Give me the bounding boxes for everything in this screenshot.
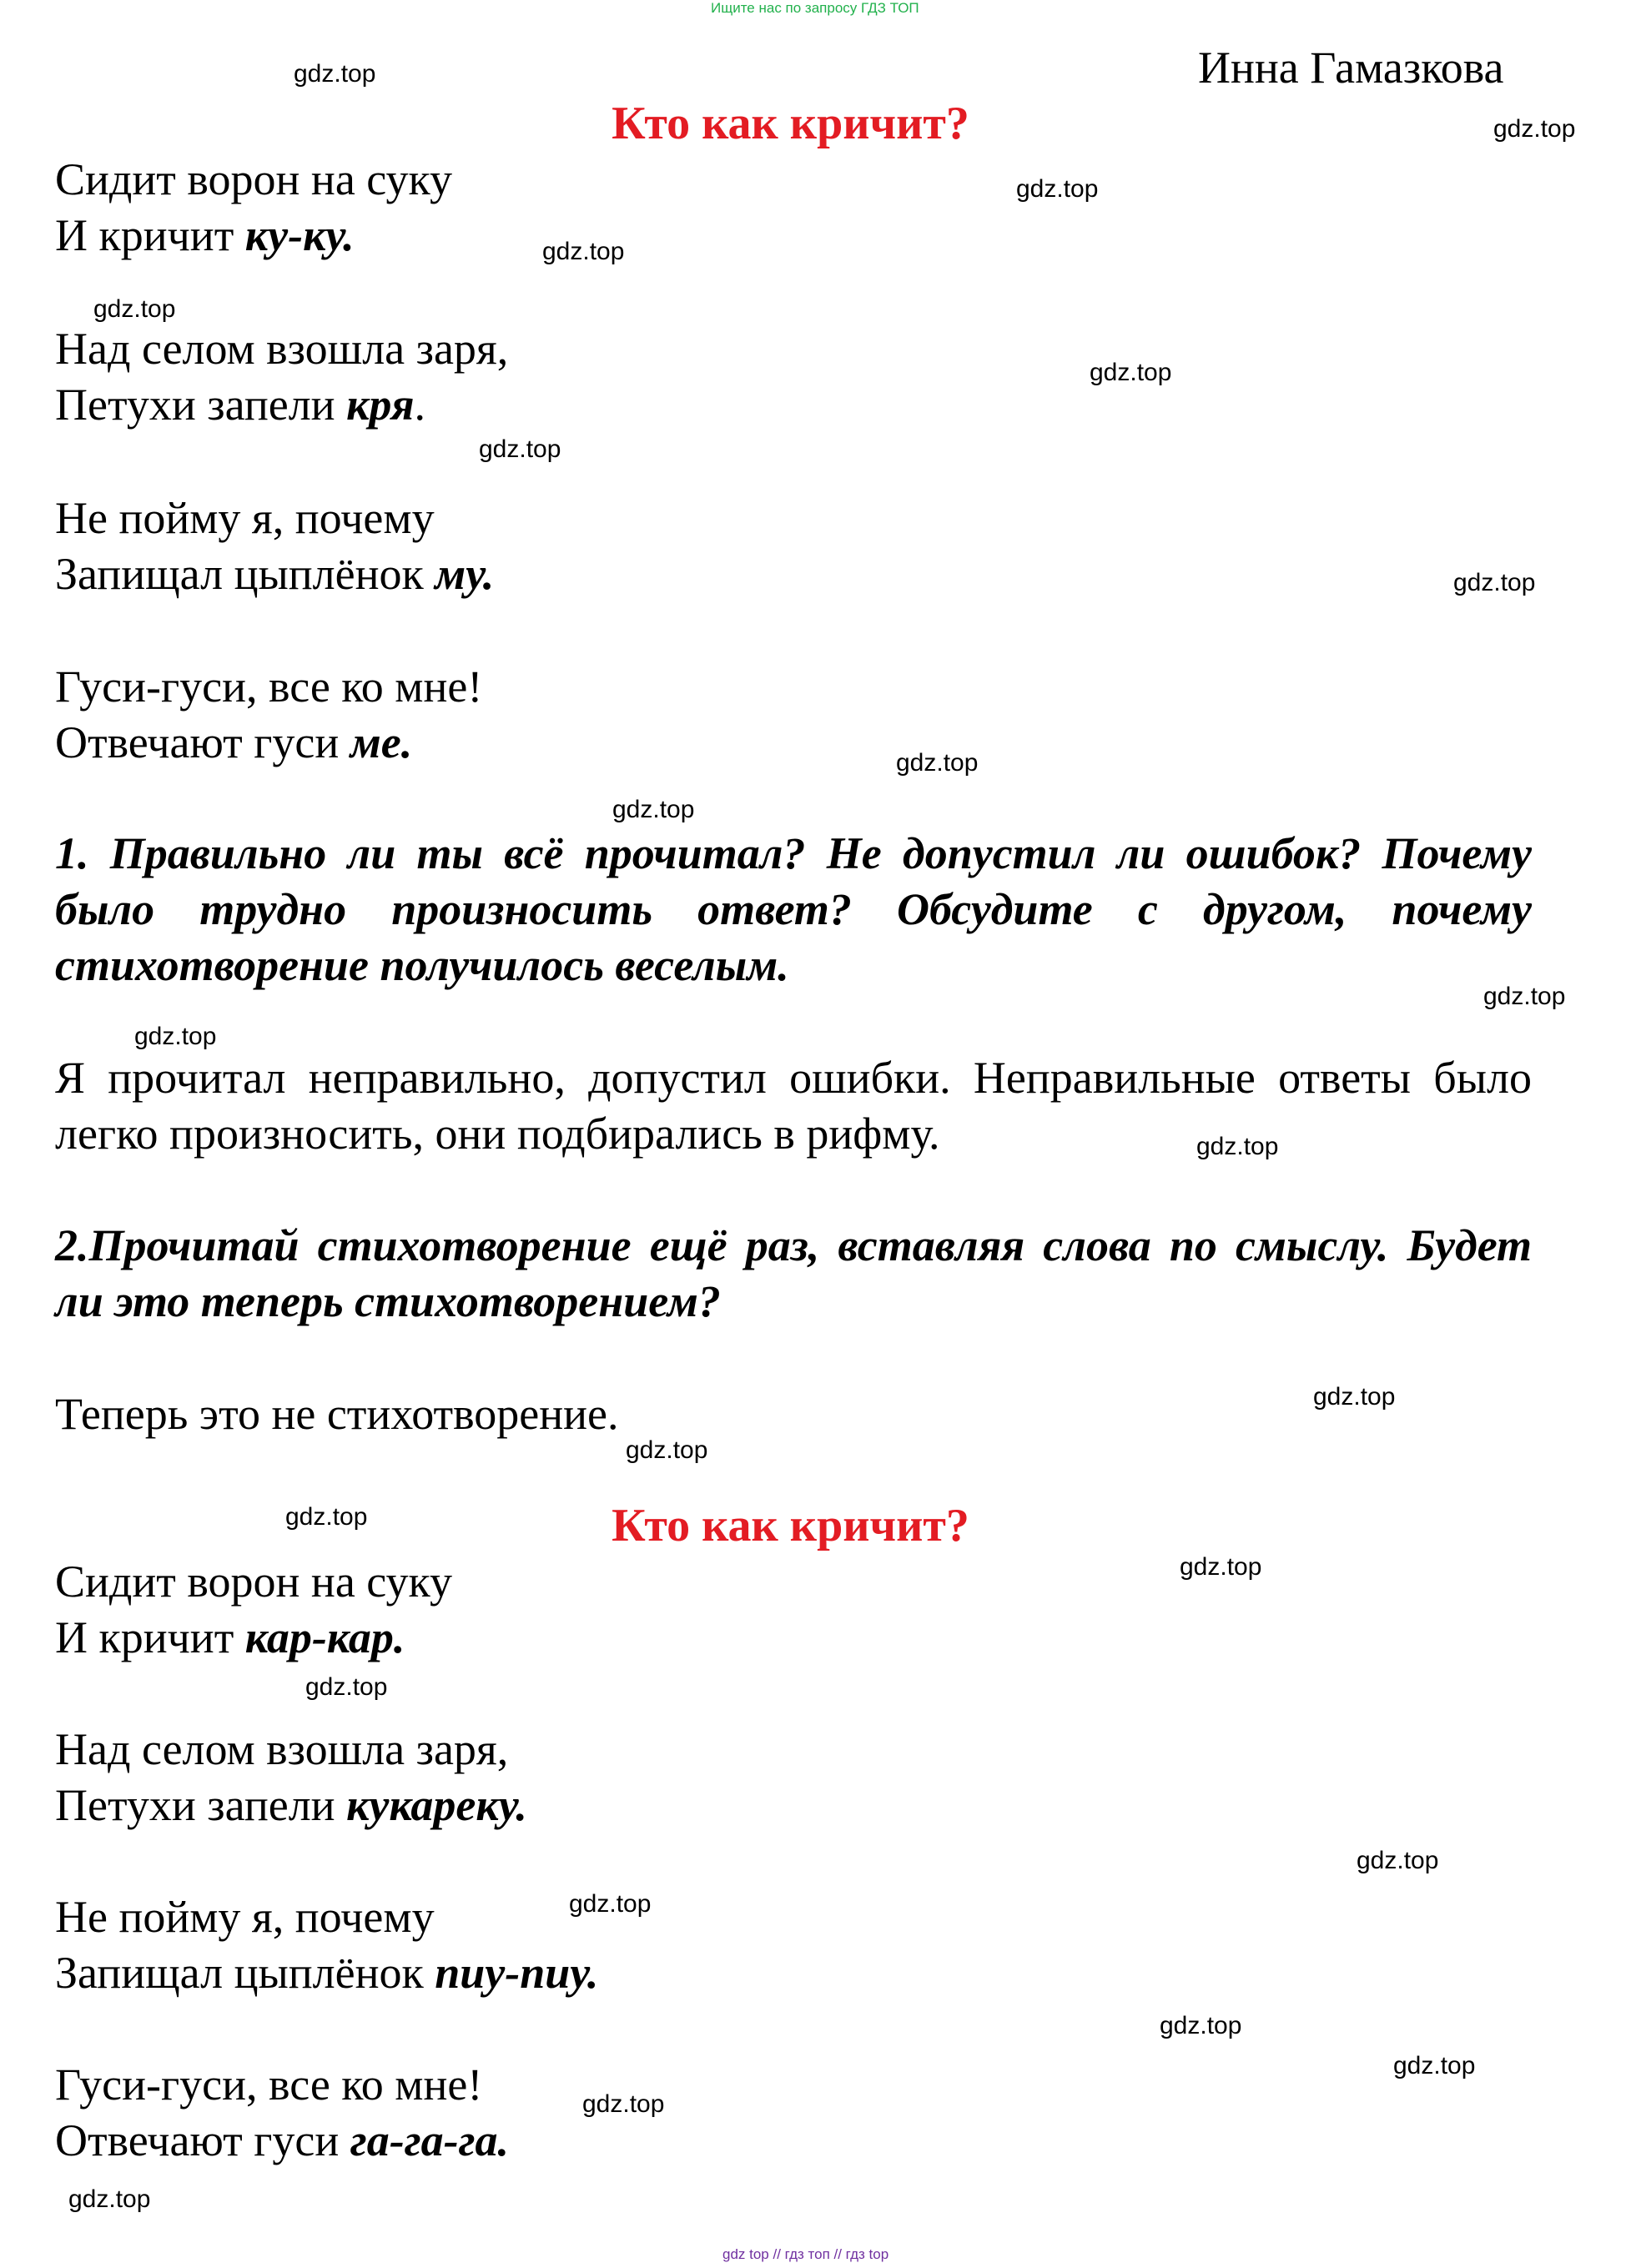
watermark: gdz.top	[93, 295, 176, 323]
watermark: gdz.top	[68, 2185, 151, 2213]
question-2: 2.Прочитай стихотворение ещё раз, вставляя слова по смыслу. Будет ли это теперь стихотворением?	[55, 1220, 1532, 1326]
poem1-s4-line1: Гуси-гуси, все ко мне!	[55, 661, 483, 712]
answer-2: Теперь это не стихотворение.	[55, 1389, 619, 1439]
watermark: gdz.top	[1090, 359, 1172, 386]
poem2-s4-sound: га-га-га	[350, 2115, 498, 2165]
answer-1: Я прочитал неправильно, допустил ошибки. Неправильные ответы было легко произносить, они подбирались в рифму.	[55, 1053, 1532, 1159]
watermark: gdz.top	[285, 1503, 368, 1531]
watermark: gdz.top	[479, 435, 561, 463]
footer-note: gdz top // гдз топ // гдз top	[722, 2246, 889, 2262]
poem2-title: Кто как кричит?	[612, 1500, 969, 1551]
poem2-s2-line2: Петухи запели кукареку.	[55, 1780, 527, 1830]
poem1-s3-line1: Не пойму я, почему	[55, 493, 435, 543]
poem2-s1-line1: Сидит ворон на суку	[55, 1556, 453, 1607]
poem1-s2-line2: Петухи запели кря.	[55, 380, 426, 430]
poem1-s1-sound: ку-ку	[244, 210, 344, 260]
watermark: gdz.top	[582, 2090, 665, 2118]
poem2-s1-sound: кар-кар	[244, 1612, 394, 1662]
poem2-s2-line1: Над селом взошла заря,	[55, 1724, 509, 1774]
poem2-s3-line1: Не пойму я, почему	[55, 1892, 435, 1942]
poem1-s3-sound: му	[435, 549, 483, 599]
watermark: gdz.top	[1016, 175, 1099, 203]
watermark: gdz.top	[305, 1673, 388, 1701]
poem2-s4-line2: Отвечают гуси га-га-га.	[55, 2115, 510, 2165]
watermark: gdz.top	[294, 60, 376, 88]
watermark: gdz.top	[896, 749, 979, 777]
watermark: gdz.top	[134, 1023, 217, 1050]
watermark: gdz.top	[1357, 1847, 1439, 1874]
watermark: gdz.top	[569, 1890, 652, 1918]
watermark: gdz.top	[612, 796, 695, 823]
watermark: gdz.top	[1160, 2012, 1242, 2039]
author-name: Инна Гамазкова	[1198, 43, 1504, 93]
watermark: gdz.top	[1313, 1383, 1396, 1411]
poem1-title: Кто как кричит?	[612, 98, 969, 149]
watermark: gdz.top	[626, 1436, 708, 1464]
poem2-s2-sound: кукареку	[346, 1780, 516, 1830]
watermark: gdz.top	[1493, 115, 1576, 143]
poem2-s3-line2: Запищал цыплёнок пиу-пиу.	[55, 1948, 599, 1998]
poem1-s1-line1: Сидит ворон на суку	[55, 154, 453, 204]
question-1: 1. Правильно ли ты всё прочитал? Не допустил ли ошибок? Почему было трудно произносить ответ? Обсудите с другом, почему стихотворение получилось веселым.	[55, 828, 1532, 990]
watermark: gdz.top	[1483, 983, 1566, 1010]
poem1-s2-line1: Над селом взошла заря,	[55, 324, 509, 374]
poem1-s4-sound: ме	[350, 717, 401, 767]
poem1-s4-line2: Отвечают гуси ме.	[55, 717, 413, 767]
poem1-s3-line2: Запищал цыплёнок му.	[55, 549, 495, 599]
watermark: gdz.top	[1180, 1553, 1262, 1581]
watermark: gdz.top	[1453, 569, 1536, 596]
poem2-s1-line2: И кричит кар-кар.	[55, 1612, 405, 1662]
poem1-s1-line2: И кричит ку-ку.	[55, 210, 355, 260]
poem2-s3-sound: пиу-пиу	[435, 1948, 587, 1998]
watermark: gdz.top	[1393, 2052, 1476, 2079]
poem1-s2-sound: кря	[346, 380, 415, 430]
poem2-s4-line1: Гуси-гуси, все ко мне!	[55, 2059, 483, 2110]
watermark: gdz.top	[542, 238, 625, 265]
search-hint: Ищите нас по запросу ГДЗ ТОП	[711, 0, 919, 16]
watermark: gdz.top	[1196, 1133, 1279, 1160]
